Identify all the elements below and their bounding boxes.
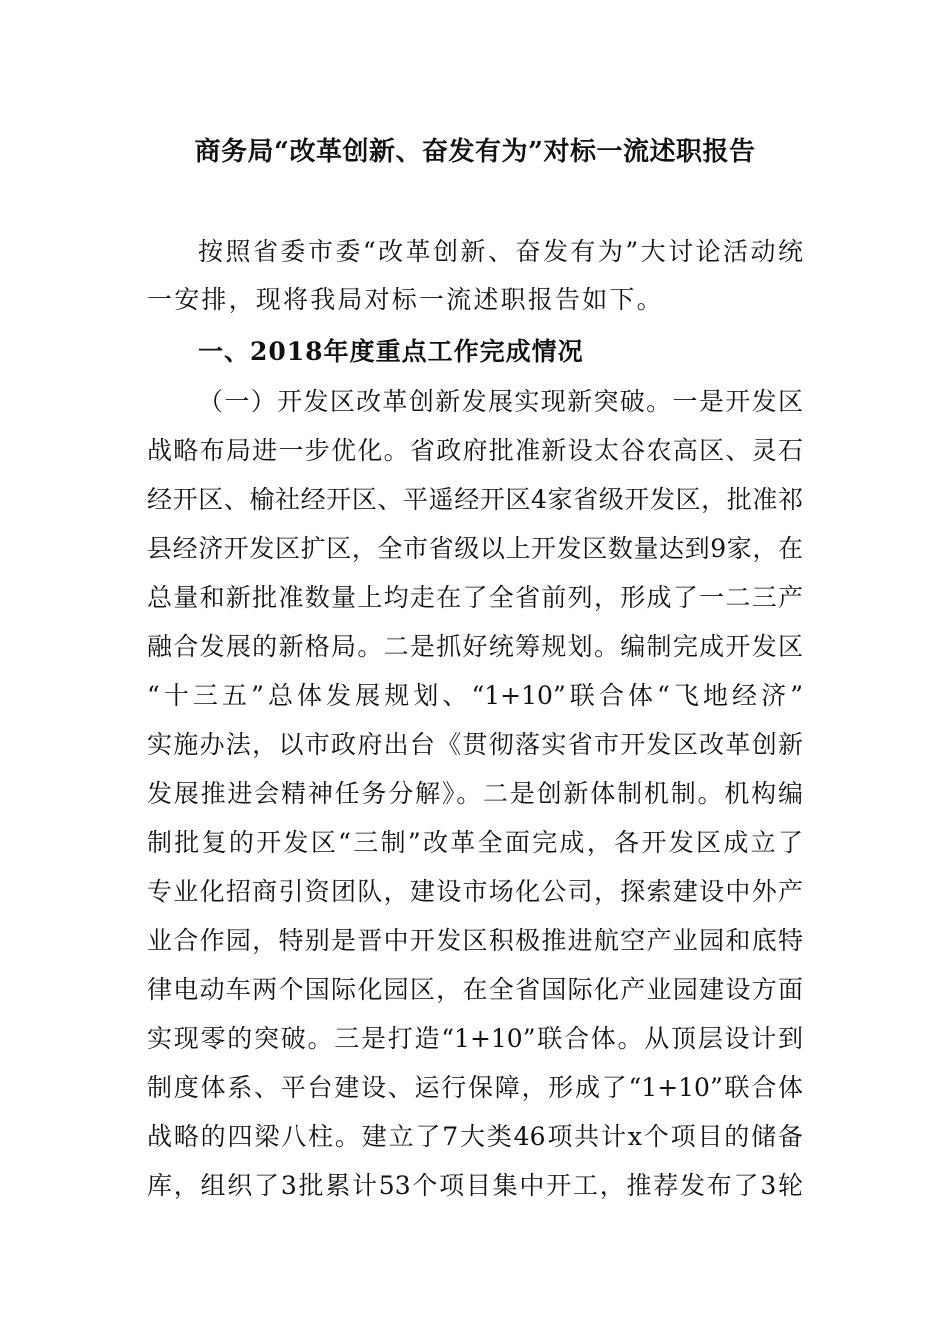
body-line: （一）开发区改革创新发展实现新突破。一是开发区 — [198, 387, 803, 416]
body-line: 总量和新批准数量上均走在了全省前列，形成了一二三产 — [147, 583, 803, 612]
body-line: 业合作园，特别是晋中开发区积极推进航空产业园和底特 — [147, 926, 803, 955]
body-line: 律电动车两个国际化园区，在全省国际化产业园建设方面 — [147, 975, 803, 1004]
body-line: “十三五”总体发展规划、“1+10”联合体“飞地经济” — [147, 681, 803, 710]
section-heading: 一、2018年度重点工作完成情况 — [198, 337, 584, 366]
body-line: 发展推进会精神任务分解》。二是创新体制机制。机构编 — [147, 779, 803, 808]
body-line: 战略布局进一步优化。省政府批准新设太谷农高区、灵石 — [147, 436, 803, 465]
body-line: 融合发展的新格局。二是抓好统筹规划。编制完成开发区 — [147, 632, 803, 661]
body-line: 制度体系、平台建设、运行保障，形成了“1+10”联合体 — [147, 1073, 803, 1102]
intro-line: 一安排，现将我局对标一流述职报告如下。 — [147, 285, 664, 314]
body-line: 专业化招商引资团队，建设市场化公司，探索建设中外产 — [147, 877, 803, 906]
body-line: 制批复的开发区“三制”改革全面完成，各开发区成立了 — [147, 828, 803, 857]
body-line: 县经济开发区扩区，全市省级以上开发区数量达到9家，在 — [147, 534, 803, 563]
body-line: 战略的四梁八柱。建立了7大类46项共计x个项目的储备 — [147, 1122, 803, 1151]
body-line: 实现零的突破。三是打造“1+10”联合体。从顶层设计到 — [147, 1024, 803, 1053]
document-title: 商务局“改革创新、奋发有为”对标一流述职报告 — [194, 137, 756, 167]
body-line: 实施办法，以市政府出台《贯彻落实省市开发区改革创新 — [147, 730, 803, 759]
body-line: 库，组织了3批累计53个项目集中开工，推荐发布了3轮 — [147, 1171, 803, 1200]
intro-line: 按照省委市委“改革创新、奋发有为”大讨论活动统 — [198, 237, 803, 266]
body-line: 经开区、榆社经开区、平遥经开区4家省级开发区，批准祁 — [147, 485, 803, 514]
